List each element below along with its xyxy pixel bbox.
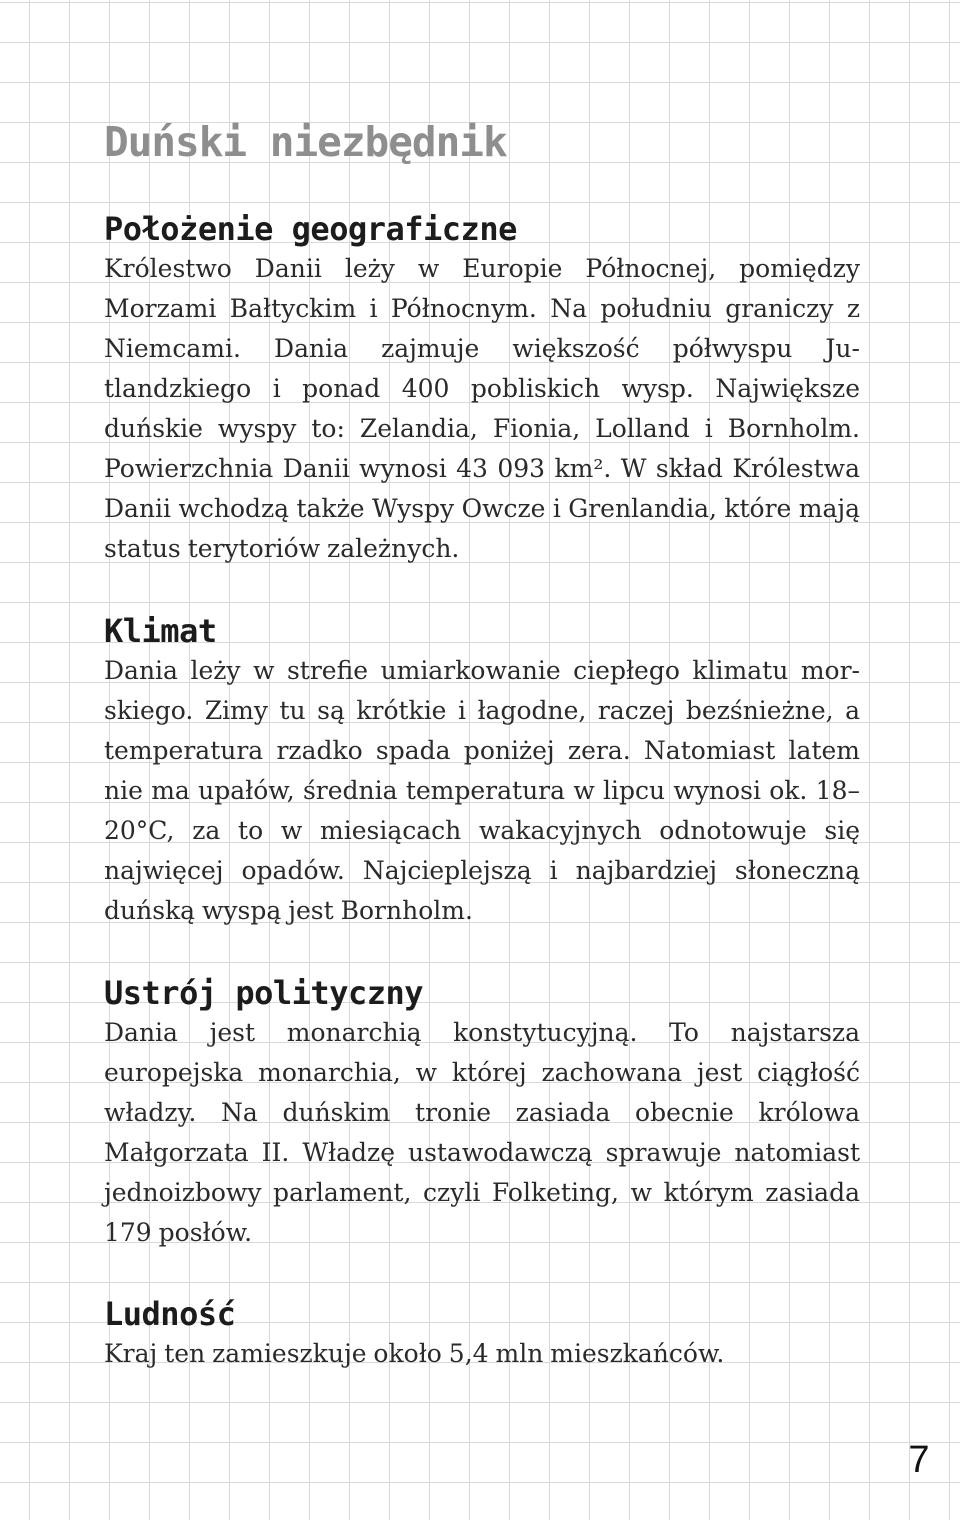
section-geographic-location (104, 209, 860, 569)
section-heading: Ludność (104, 1295, 236, 1333)
page-title: Duński niezbędnik (104, 118, 507, 166)
section-climate (104, 611, 860, 931)
section-body: Kraj ten zamieszkuje około 5,4 mln mieszkańców. (104, 1339, 725, 1368)
section-body: Dania leży w strefie umiarkowanie ciepłego klimatu morskiego. Zimy tu są krótkie i łagodne, raczej bezśnieżne, a temperatura rzadko spada poniżej zera. Natomiast latem nie ma upałów, średnia temperatura w lipcu wynosi ok. 18–20°C, za to w miesiącach wakacyjnych odnotowuje się najwięcej opadów. Najcieplejszą i najbardziej słoneczną duńską wyspą jest Bornholm. (104, 656, 860, 925)
section-body: Dania jest monarchią konstytucyjną. To najstarsza europejska monarchia, w której zachowana jest ciągłość władzy. Na duńskim tronie zasiada obecnie królowa Małgorzata II. Władzę ustawodawczą sprawuje natomiast jednoizbowy parlament, czyli Folketing, w którym zasiada 179 posłów. (104, 1018, 860, 1247)
page-number: 7 (908, 1439, 930, 1481)
section-heading: Ustrój polityczny (104, 974, 424, 1012)
section-body: Królestwo Danii leży w Europie Północnej, pomiędzy Morzami Bałtyckim i Północnym. Na południu graniczy z Niemcami. Dania zajmuje większość półwyspu Jutlandzkiego i ponad 400 pobliskich wysp. Największe duńskie wyspy to: Zelandia, Fionia, Lolland i Bornholm. Powierzchnia Danii wynosi 43 093 km². W skład Królestwa Danii wchodzą także Wyspy Owcze i Grenlandia, które mają status terytoriów zależnych. (104, 254, 860, 563)
section-heading: Położenie geograficzne (104, 210, 517, 248)
section-population (104, 1294, 860, 1374)
section-political-system (104, 973, 860, 1253)
section-heading: Klimat (104, 612, 217, 650)
